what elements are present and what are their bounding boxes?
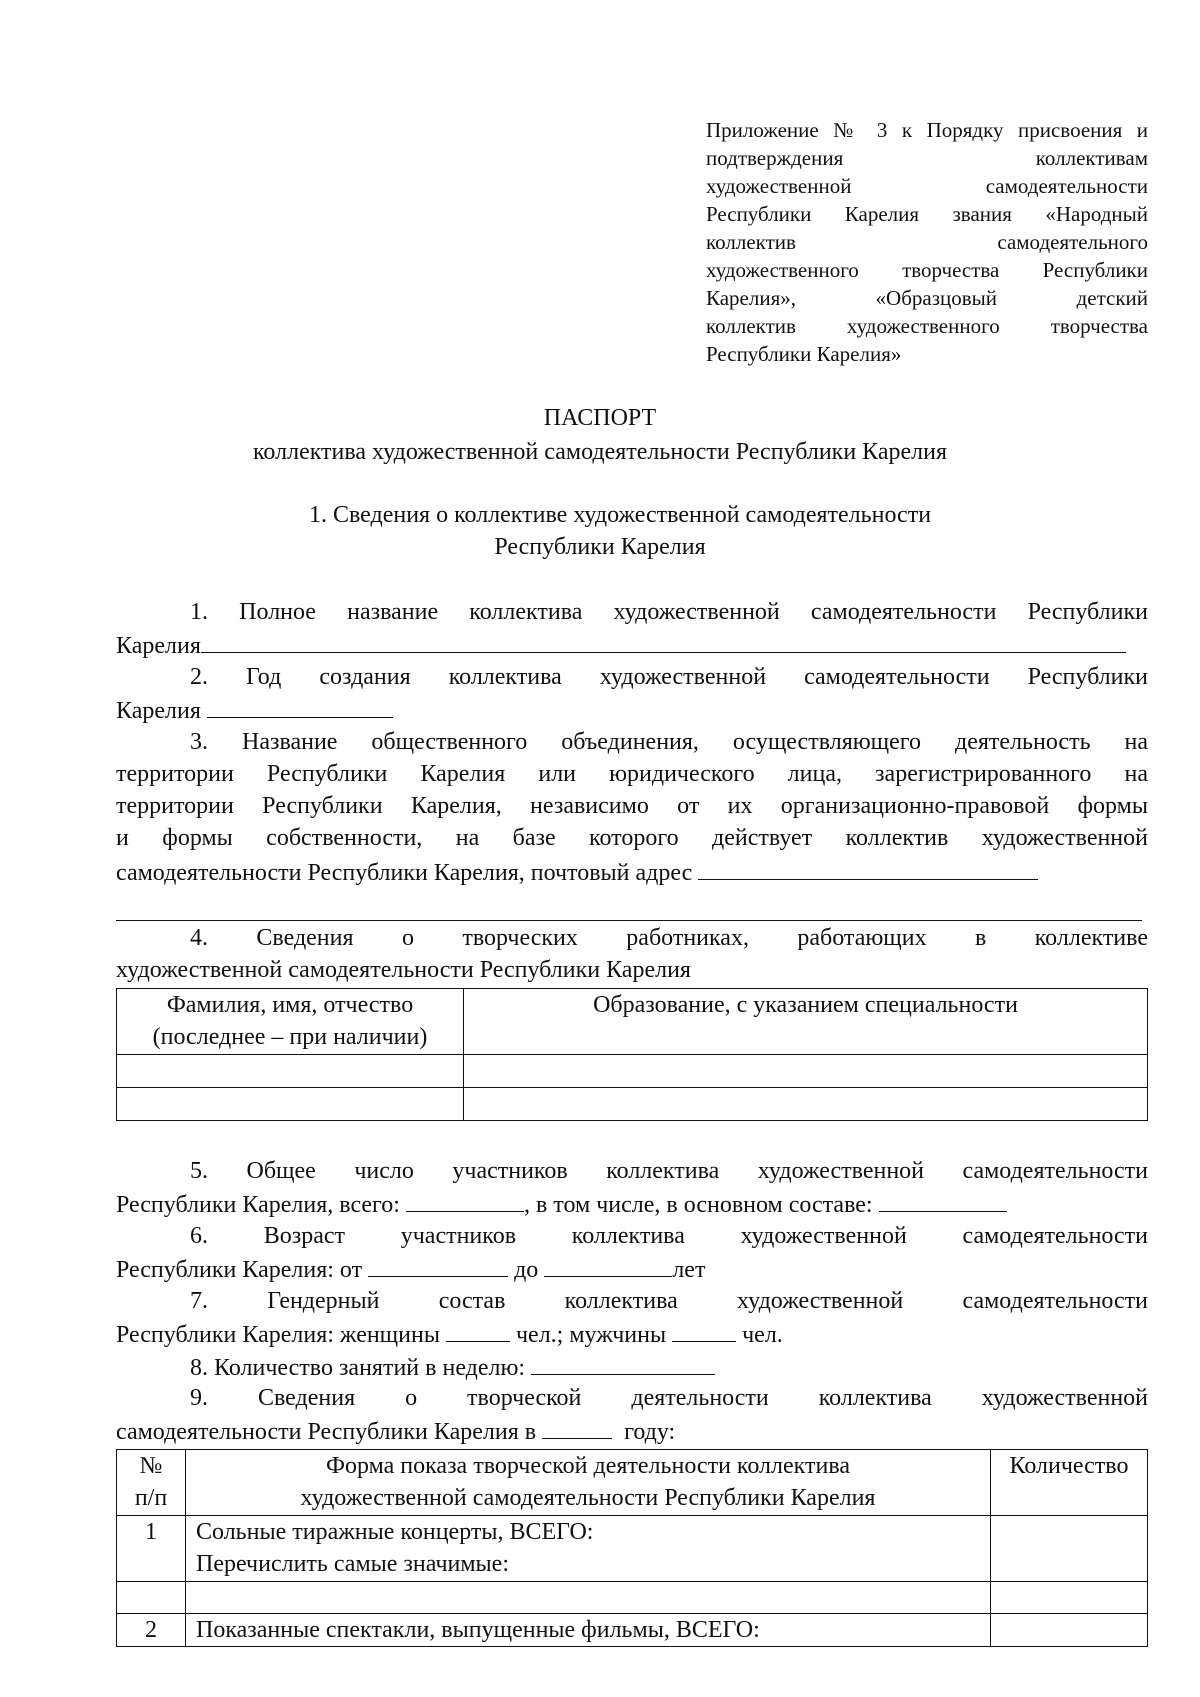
- item-5-label: , в том числе, в основном составе:: [523, 1192, 873, 1218]
- quantity-cell[interactable]: [991, 1516, 1148, 1582]
- item-9-field-row: [116, 1414, 675, 1448]
- header-line: Количество: [1009, 1453, 1129, 1479]
- appendix-line: коллектив самодеятельного: [706, 230, 1148, 254]
- section-heading: 1. Сведения о коллективе художественной самодеятельности: [308, 502, 932, 528]
- row-line: Перечислить самые значимые:: [196, 1551, 509, 1577]
- row-description: Показанные спектакли, выпущенные фильмы, ВСЕГО:: [186, 1614, 991, 1647]
- header-line: №: [139, 1453, 163, 1479]
- table-header: [991, 1450, 1148, 1516]
- header-line: художественной самодеятельности Республики Карелия: [300, 1485, 876, 1511]
- item-3-text: 3. Название общественного объединения, осуществляющего деятельность на: [190, 729, 1148, 755]
- item-6-label: до: [514, 1257, 539, 1283]
- item-3-text: и формы собственности, на базе которого действует коллектив художественной: [116, 825, 1148, 851]
- lessons-per-week-field[interactable]: [531, 1350, 715, 1375]
- table-row: [117, 1088, 1148, 1121]
- row-number: [117, 1582, 186, 1614]
- item-8-label: 8. Количество занятий в неделю:: [190, 1355, 526, 1381]
- quantity-cell[interactable]: [991, 1614, 1148, 1647]
- item-4-text: 4. Сведения о творческих работниках, работающих в коллективе: [190, 925, 1148, 951]
- header-line: Образование, с указанием специальности: [593, 992, 1018, 1018]
- appendix-line: Республики Карелия»: [706, 342, 902, 366]
- item-6-field-row: [116, 1252, 705, 1286]
- item-6-label: лет: [672, 1257, 706, 1283]
- item-1-text: 1. Полное название коллектива художественной самодеятельности Республики: [190, 599, 1148, 625]
- age-to-field[interactable]: [544, 1252, 672, 1277]
- item-7-label: чел.; мужчины: [515, 1322, 667, 1348]
- postal-address-field[interactable]: [698, 855, 1038, 880]
- header-line: Форма показа творческой деятельности коллектива: [326, 1453, 850, 1479]
- quantity-cell[interactable]: [991, 1582, 1148, 1614]
- appendix-note: [706, 116, 1148, 368]
- section-heading-line2: Республики Карелия: [494, 534, 706, 560]
- table-cell[interactable]: [464, 1055, 1148, 1088]
- women-count-field[interactable]: [446, 1317, 510, 1342]
- table-header-row: [117, 989, 1148, 1055]
- item-9-label: году:: [624, 1419, 676, 1445]
- item-9-label: самодеятельности Республики Карелия в: [116, 1419, 537, 1445]
- item-3-text: территории Республики Карелия или юридического лица, зарегистрированного на: [116, 761, 1148, 787]
- table-row: [117, 1516, 1148, 1582]
- item-1-label: Карелия: [116, 633, 201, 659]
- postal-address-field-line2[interactable]: [116, 920, 1142, 921]
- total-participants-field[interactable]: [406, 1187, 524, 1212]
- main-cast-field[interactable]: [879, 1187, 1007, 1212]
- appendix-line: художественной самодеятельности: [706, 174, 1148, 198]
- item-7-field-row: [116, 1317, 783, 1351]
- header-line: Фамилия, имя, отчество: [166, 992, 414, 1018]
- table-row: [117, 1582, 1148, 1614]
- table-header: [464, 989, 1148, 1055]
- item-7-text: 7. Гендерный состав коллектива художественной самодеятельности: [190, 1288, 1148, 1314]
- item-3-text: территории Республики Карелия, независимо от их организационно-правовой формы: [116, 793, 1148, 819]
- item-7-label: Республики Карелия: женщины: [116, 1322, 440, 1348]
- item-2-field-row: [116, 693, 393, 727]
- item-3-field-row: [116, 855, 1038, 889]
- appendix-line: художественного творчества Республики: [706, 258, 1148, 282]
- item-2-text: 2. Год создания коллектива художественной самодеятельности Республики: [190, 664, 1148, 690]
- header-line: (последнее – при наличии): [152, 1024, 428, 1050]
- row-number: 1: [117, 1516, 186, 1582]
- item-1-field-row: [116, 628, 1126, 662]
- appendix-line: Приложение № 3 к Порядку присвоения и: [706, 118, 1148, 142]
- table-header: [117, 989, 464, 1055]
- table-cell[interactable]: [464, 1088, 1148, 1121]
- appendix-line: коллектив художественного творчества: [706, 314, 1148, 338]
- row-line: Сольные тиражные концерты, ВСЕГО:: [196, 1519, 594, 1545]
- page-title: ПАСПОРТ: [543, 405, 657, 431]
- item-3-label: самодеятельности Республики Карелия, почтовый адрес: [116, 860, 693, 886]
- row-description[interactable]: [186, 1582, 991, 1614]
- item-6-text: 6. Возраст участников коллектива художественной самодеятельности: [190, 1223, 1148, 1249]
- age-from-field[interactable]: [368, 1252, 508, 1277]
- item-6-label: Республики Карелия: от: [116, 1257, 363, 1283]
- appendix-line: Карелия», «Образцовый детский: [706, 286, 1148, 310]
- header-line: п/п: [134, 1485, 168, 1511]
- appendix-line: Республики Карелия звания «Народный: [706, 202, 1148, 226]
- item-2-label: Карелия: [116, 698, 201, 724]
- table-row: [117, 1614, 1148, 1647]
- page-subtitle: коллектива художественной самодеятельности Республики Карелия: [252, 439, 948, 465]
- table-header: [117, 1450, 186, 1516]
- table-header: [186, 1450, 991, 1516]
- row-description: [186, 1516, 991, 1582]
- row-number: 2: [117, 1614, 186, 1647]
- creative-activity-table: [116, 1449, 1148, 1647]
- item-9-text: 9. Сведения о творческой деятельности коллектива художественной: [190, 1385, 1148, 1411]
- item-8-field-row: [190, 1350, 715, 1384]
- item-5-label: Республики Карелия, всего:: [116, 1192, 400, 1218]
- creation-year-field[interactable]: [207, 693, 393, 718]
- table-header-row: [117, 1450, 1148, 1516]
- item-7-label: чел.: [742, 1322, 783, 1348]
- item-4-text: художественной самодеятельности Республики Карелия: [116, 957, 691, 983]
- item-5-text: 5. Общее число участников коллектива художественной самодеятельности: [190, 1158, 1148, 1184]
- table-row: [117, 1055, 1148, 1088]
- table-cell[interactable]: [117, 1055, 464, 1088]
- collective-name-field[interactable]: [201, 628, 1126, 653]
- table-cell[interactable]: [117, 1088, 464, 1121]
- appendix-line: подтверждения коллективам: [706, 146, 1148, 170]
- item-5-field-row: [116, 1187, 1007, 1221]
- report-year-field[interactable]: [542, 1414, 612, 1439]
- men-count-field[interactable]: [672, 1317, 736, 1342]
- staff-table: [116, 988, 1148, 1121]
